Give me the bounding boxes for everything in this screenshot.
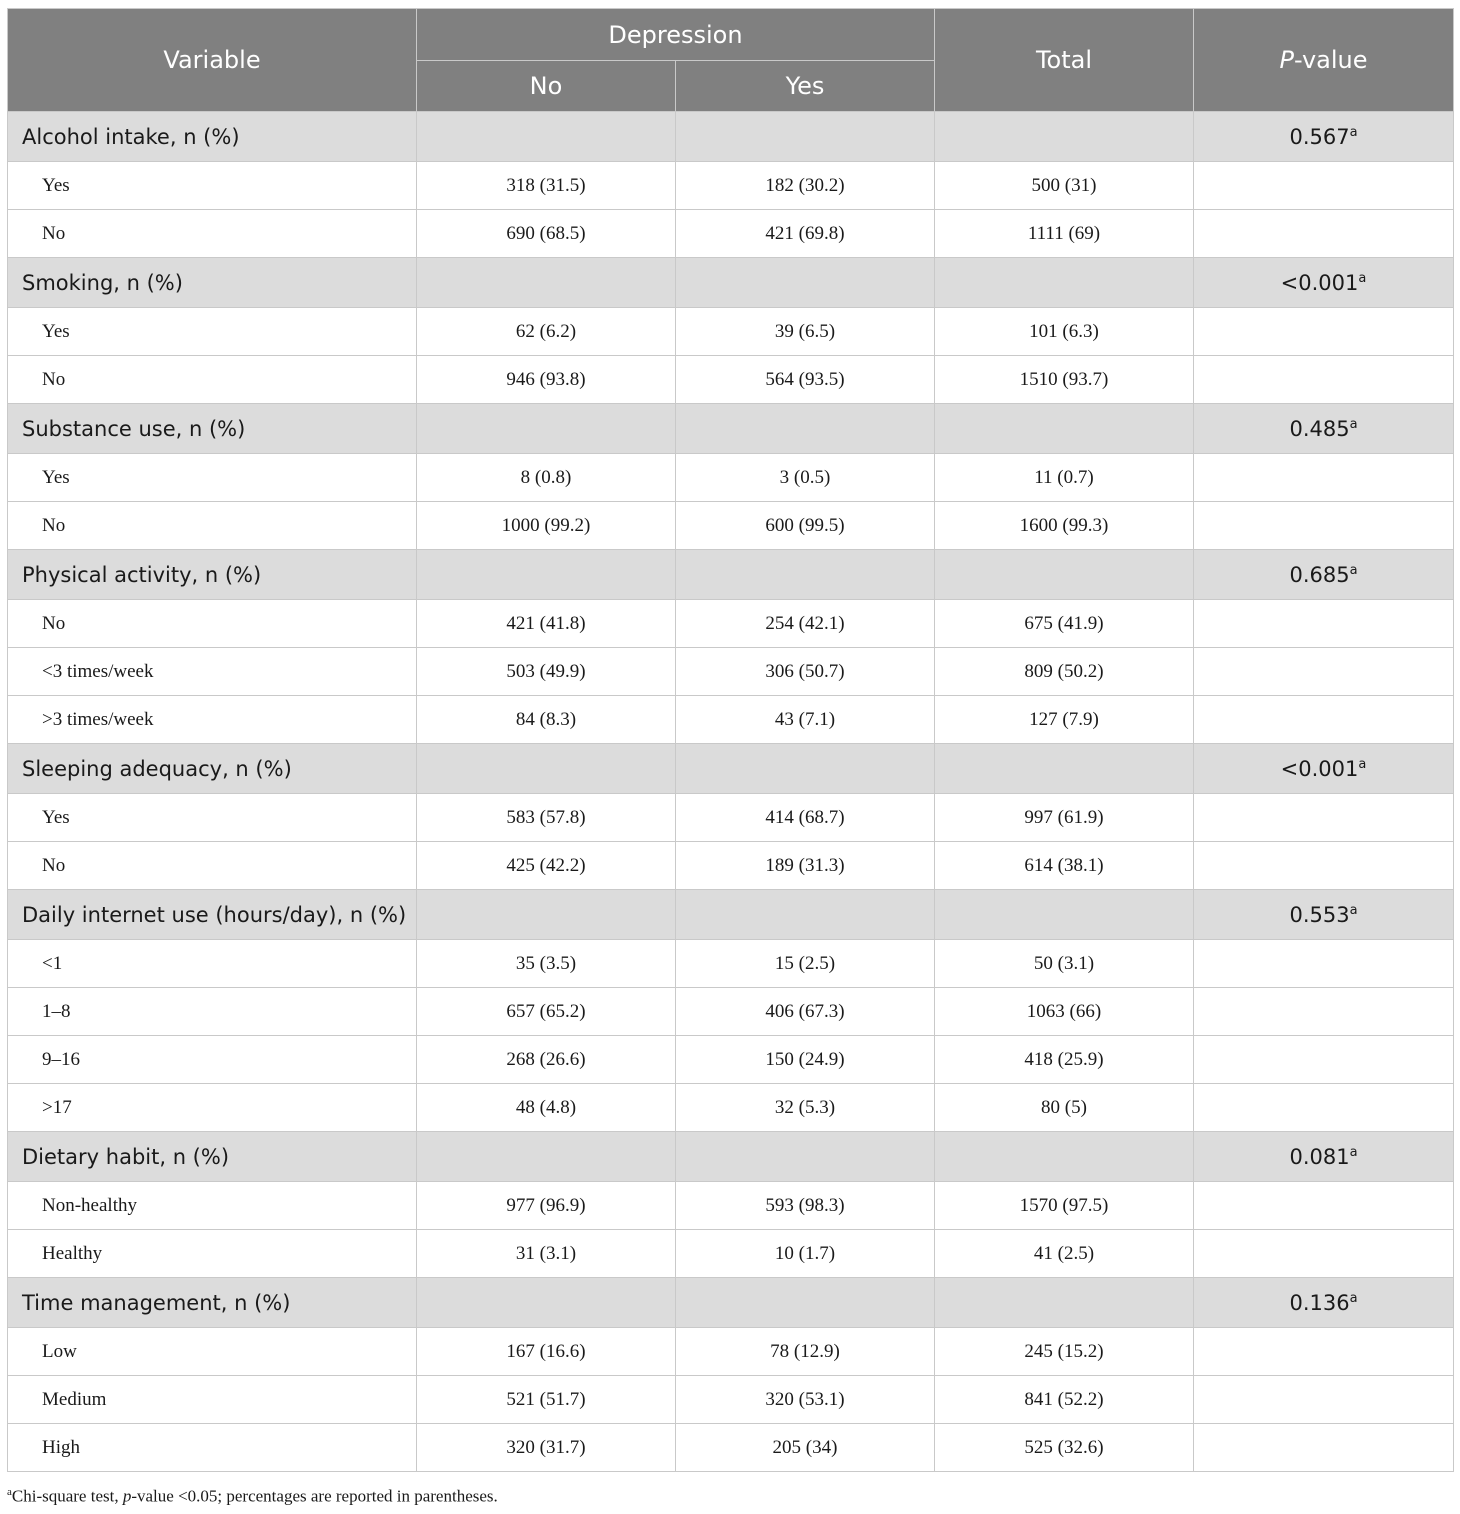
cell-total: 1510 (93.7) bbox=[935, 356, 1194, 404]
empty-cell bbox=[676, 744, 935, 794]
category-label: Physical activity, n (%) bbox=[8, 550, 417, 600]
category-row bbox=[8, 1278, 1454, 1328]
table-row bbox=[8, 1376, 1454, 1424]
cell-no: 657 (65.2) bbox=[417, 988, 676, 1036]
category-row bbox=[8, 744, 1454, 794]
cell-total: 418 (25.9) bbox=[935, 1036, 1194, 1084]
p-value-cell bbox=[1194, 744, 1454, 794]
p-value-cell bbox=[1194, 1278, 1454, 1328]
header-p-italic: P bbox=[1279, 46, 1294, 74]
p-value: 0.567 bbox=[1289, 124, 1350, 149]
table-row bbox=[8, 1328, 1454, 1376]
cell-no: 946 (93.8) bbox=[417, 356, 676, 404]
header-variable: Variable bbox=[8, 9, 417, 112]
cell-yes: 421 (69.8) bbox=[676, 210, 935, 258]
cell-total: 500 (31) bbox=[935, 162, 1194, 210]
table-row bbox=[8, 842, 1454, 890]
p-value: 0.485 bbox=[1289, 416, 1350, 441]
cell-total: 809 (50.2) bbox=[935, 648, 1194, 696]
cell-total: 245 (15.2) bbox=[935, 1328, 1194, 1376]
cell-total: 101 (6.3) bbox=[935, 308, 1194, 356]
p-value-cell bbox=[1194, 112, 1454, 162]
empty-cell bbox=[1194, 1424, 1454, 1472]
cell-yes: 189 (31.3) bbox=[676, 842, 935, 890]
empty-cell bbox=[1194, 1376, 1454, 1424]
header-p-rest: -value bbox=[1293, 46, 1368, 74]
empty-cell bbox=[676, 1278, 935, 1328]
empty-cell bbox=[417, 1278, 676, 1328]
row-label: Yes bbox=[8, 794, 417, 842]
empty-cell bbox=[935, 1278, 1194, 1328]
empty-cell bbox=[1194, 696, 1454, 744]
p-value-marker: a bbox=[1349, 1144, 1358, 1160]
row-label: Healthy bbox=[8, 1230, 417, 1278]
empty-cell bbox=[1194, 502, 1454, 550]
cell-yes: 43 (7.1) bbox=[676, 696, 935, 744]
cell-no: 977 (96.9) bbox=[417, 1182, 676, 1230]
table-row bbox=[8, 1424, 1454, 1472]
empty-cell bbox=[417, 890, 676, 940]
category-row bbox=[8, 258, 1454, 308]
category-row bbox=[8, 1132, 1454, 1182]
cell-total: 1570 (97.5) bbox=[935, 1182, 1194, 1230]
empty-cell bbox=[935, 744, 1194, 794]
cell-no: 35 (3.5) bbox=[417, 940, 676, 988]
cell-yes: 3 (0.5) bbox=[676, 454, 935, 502]
cell-total: 41 (2.5) bbox=[935, 1230, 1194, 1278]
table-row bbox=[8, 600, 1454, 648]
row-label: Medium bbox=[8, 1376, 417, 1424]
empty-cell bbox=[676, 550, 935, 600]
cell-total: 841 (52.2) bbox=[935, 1376, 1194, 1424]
table-row bbox=[8, 1084, 1454, 1132]
empty-cell bbox=[676, 404, 935, 454]
cell-yes: 414 (68.7) bbox=[676, 794, 935, 842]
table-body bbox=[8, 112, 1454, 1472]
empty-cell bbox=[417, 258, 676, 308]
category-row bbox=[8, 550, 1454, 600]
row-label: No bbox=[8, 842, 417, 890]
empty-cell bbox=[1194, 1084, 1454, 1132]
p-value-cell bbox=[1194, 258, 1454, 308]
footnote bbox=[7, 1486, 498, 1507]
table-row bbox=[8, 162, 1454, 210]
category-label: Daily internet use (hours/day), n (%) bbox=[8, 890, 417, 940]
cell-yes: 78 (12.9) bbox=[676, 1328, 935, 1376]
cell-no: 503 (49.9) bbox=[417, 648, 676, 696]
empty-cell bbox=[1194, 210, 1454, 258]
cell-yes: 406 (67.3) bbox=[676, 988, 935, 1036]
cell-total: 1111 (69) bbox=[935, 210, 1194, 258]
empty-cell bbox=[1194, 940, 1454, 988]
cell-no: 690 (68.5) bbox=[417, 210, 676, 258]
table-row bbox=[8, 940, 1454, 988]
footnote-p-italic: p bbox=[122, 1486, 132, 1506]
empty-cell bbox=[417, 744, 676, 794]
empty-cell bbox=[1194, 454, 1454, 502]
empty-cell bbox=[1194, 1182, 1454, 1230]
category-label: Dietary habit, n (%) bbox=[8, 1132, 417, 1182]
category-row bbox=[8, 112, 1454, 162]
p-value-marker: a bbox=[1358, 756, 1367, 772]
cell-yes: 39 (6.5) bbox=[676, 308, 935, 356]
category-label: Alcohol intake, n (%) bbox=[8, 112, 417, 162]
row-label: 1–8 bbox=[8, 988, 417, 1036]
table-row bbox=[8, 502, 1454, 550]
cell-yes: 306 (50.7) bbox=[676, 648, 935, 696]
empty-cell bbox=[1194, 648, 1454, 696]
cell-no: 8 (0.8) bbox=[417, 454, 676, 502]
cell-no: 62 (6.2) bbox=[417, 308, 676, 356]
empty-cell bbox=[1194, 356, 1454, 404]
empty-cell bbox=[417, 550, 676, 600]
cell-yes: 32 (5.3) bbox=[676, 1084, 935, 1132]
results-table bbox=[7, 8, 1454, 1472]
category-label: Sleeping adequacy, n (%) bbox=[8, 744, 417, 794]
cell-no: 421 (41.8) bbox=[417, 600, 676, 648]
category-label: Substance use, n (%) bbox=[8, 404, 417, 454]
row-label: >3 times/week bbox=[8, 696, 417, 744]
row-label: >17 bbox=[8, 1084, 417, 1132]
table-row bbox=[8, 356, 1454, 404]
empty-cell bbox=[935, 550, 1194, 600]
cell-total: 997 (61.9) bbox=[935, 794, 1194, 842]
row-label: No bbox=[8, 600, 417, 648]
empty-cell bbox=[935, 404, 1194, 454]
empty-cell bbox=[417, 404, 676, 454]
header-yes: Yes bbox=[676, 61, 935, 112]
empty-cell bbox=[1194, 1328, 1454, 1376]
empty-cell bbox=[676, 1132, 935, 1182]
table-row bbox=[8, 210, 1454, 258]
cell-total: 50 (3.1) bbox=[935, 940, 1194, 988]
empty-cell bbox=[1194, 1230, 1454, 1278]
table-row bbox=[8, 1182, 1454, 1230]
cell-yes: 600 (99.5) bbox=[676, 502, 935, 550]
empty-cell bbox=[1194, 988, 1454, 1036]
header-p-value bbox=[1194, 9, 1454, 112]
p-value-marker: a bbox=[1349, 124, 1358, 140]
cell-no: 48 (4.8) bbox=[417, 1084, 676, 1132]
empty-cell bbox=[676, 890, 935, 940]
row-label: Yes bbox=[8, 162, 417, 210]
category-label: Time management, n (%) bbox=[8, 1278, 417, 1328]
row-label: High bbox=[8, 1424, 417, 1472]
empty-cell bbox=[1194, 794, 1454, 842]
cell-total: 127 (7.9) bbox=[935, 696, 1194, 744]
p-value: <0.001 bbox=[1280, 270, 1359, 295]
table-header bbox=[8, 9, 1454, 112]
cell-no: 318 (31.5) bbox=[417, 162, 676, 210]
category-label: Smoking, n (%) bbox=[8, 258, 417, 308]
cell-total: 614 (38.1) bbox=[935, 842, 1194, 890]
p-value: 0.553 bbox=[1289, 902, 1350, 927]
cell-no: 167 (16.6) bbox=[417, 1328, 676, 1376]
empty-cell bbox=[935, 258, 1194, 308]
cell-yes: 15 (2.5) bbox=[676, 940, 935, 988]
cell-no: 320 (31.7) bbox=[417, 1424, 676, 1472]
empty-cell bbox=[676, 258, 935, 308]
row-label: Yes bbox=[8, 454, 417, 502]
footnote-text-1: Chi-square test, bbox=[11, 1486, 123, 1506]
header-no: No bbox=[417, 61, 676, 112]
row-label: 9–16 bbox=[8, 1036, 417, 1084]
empty-cell bbox=[1194, 308, 1454, 356]
table-row bbox=[8, 648, 1454, 696]
p-value-cell bbox=[1194, 550, 1454, 600]
header-depression: Depression bbox=[417, 9, 935, 61]
cell-total: 675 (41.9) bbox=[935, 600, 1194, 648]
category-row bbox=[8, 890, 1454, 940]
empty-cell bbox=[1194, 1036, 1454, 1084]
footnote-marker: a bbox=[7, 1486, 12, 1498]
p-value: 0.685 bbox=[1289, 562, 1350, 587]
p-value-marker: a bbox=[1349, 562, 1358, 578]
cell-no: 583 (57.8) bbox=[417, 794, 676, 842]
empty-cell bbox=[676, 112, 935, 162]
row-label: <1 bbox=[8, 940, 417, 988]
p-value-marker: a bbox=[1349, 902, 1358, 918]
row-label: No bbox=[8, 502, 417, 550]
p-value-cell bbox=[1194, 890, 1454, 940]
p-value-marker: a bbox=[1349, 1290, 1358, 1306]
table-row bbox=[8, 696, 1454, 744]
cell-no: 268 (26.6) bbox=[417, 1036, 676, 1084]
cell-no: 1000 (99.2) bbox=[417, 502, 676, 550]
p-value-marker: a bbox=[1349, 416, 1358, 432]
cell-yes: 254 (42.1) bbox=[676, 600, 935, 648]
footnote-text-2: -value <0.05; percentages are reported in parentheses. bbox=[131, 1486, 498, 1506]
cell-no: 425 (42.2) bbox=[417, 842, 676, 890]
empty-cell bbox=[417, 112, 676, 162]
cell-no: 31 (3.1) bbox=[417, 1230, 676, 1278]
p-value-cell bbox=[1194, 404, 1454, 454]
row-label: Non-healthy bbox=[8, 1182, 417, 1230]
empty-cell bbox=[935, 890, 1194, 940]
cell-yes: 205 (34) bbox=[676, 1424, 935, 1472]
empty-cell bbox=[1194, 842, 1454, 890]
header-total: Total bbox=[935, 9, 1194, 112]
table-row bbox=[8, 794, 1454, 842]
p-value-marker: a bbox=[1358, 270, 1367, 286]
cell-total: 80 (5) bbox=[935, 1084, 1194, 1132]
row-label: No bbox=[8, 356, 417, 404]
cell-yes: 182 (30.2) bbox=[676, 162, 935, 210]
table-row bbox=[8, 1230, 1454, 1278]
cell-total: 1600 (99.3) bbox=[935, 502, 1194, 550]
row-label: No bbox=[8, 210, 417, 258]
row-label: Low bbox=[8, 1328, 417, 1376]
cell-no: 84 (8.3) bbox=[417, 696, 676, 744]
table-row bbox=[8, 1036, 1454, 1084]
p-value: 0.136 bbox=[1289, 1290, 1350, 1315]
p-value: 0.081 bbox=[1289, 1144, 1350, 1169]
empty-cell bbox=[935, 1132, 1194, 1182]
cell-yes: 593 (98.3) bbox=[676, 1182, 935, 1230]
p-value-cell bbox=[1194, 1132, 1454, 1182]
cell-no: 521 (51.7) bbox=[417, 1376, 676, 1424]
cell-yes: 320 (53.1) bbox=[676, 1376, 935, 1424]
cell-total: 11 (0.7) bbox=[935, 454, 1194, 502]
empty-cell bbox=[417, 1132, 676, 1182]
cell-total: 525 (32.6) bbox=[935, 1424, 1194, 1472]
empty-cell bbox=[935, 112, 1194, 162]
table-row bbox=[8, 454, 1454, 502]
category-row bbox=[8, 404, 1454, 454]
table-row bbox=[8, 308, 1454, 356]
cell-yes: 150 (24.9) bbox=[676, 1036, 935, 1084]
row-label: <3 times/week bbox=[8, 648, 417, 696]
cell-yes: 10 (1.7) bbox=[676, 1230, 935, 1278]
row-label: Yes bbox=[8, 308, 417, 356]
cell-total: 1063 (66) bbox=[935, 988, 1194, 1036]
empty-cell bbox=[1194, 162, 1454, 210]
p-value: <0.001 bbox=[1280, 756, 1359, 781]
table-row bbox=[8, 988, 1454, 1036]
empty-cell bbox=[1194, 600, 1454, 648]
cell-yes: 564 (93.5) bbox=[676, 356, 935, 404]
